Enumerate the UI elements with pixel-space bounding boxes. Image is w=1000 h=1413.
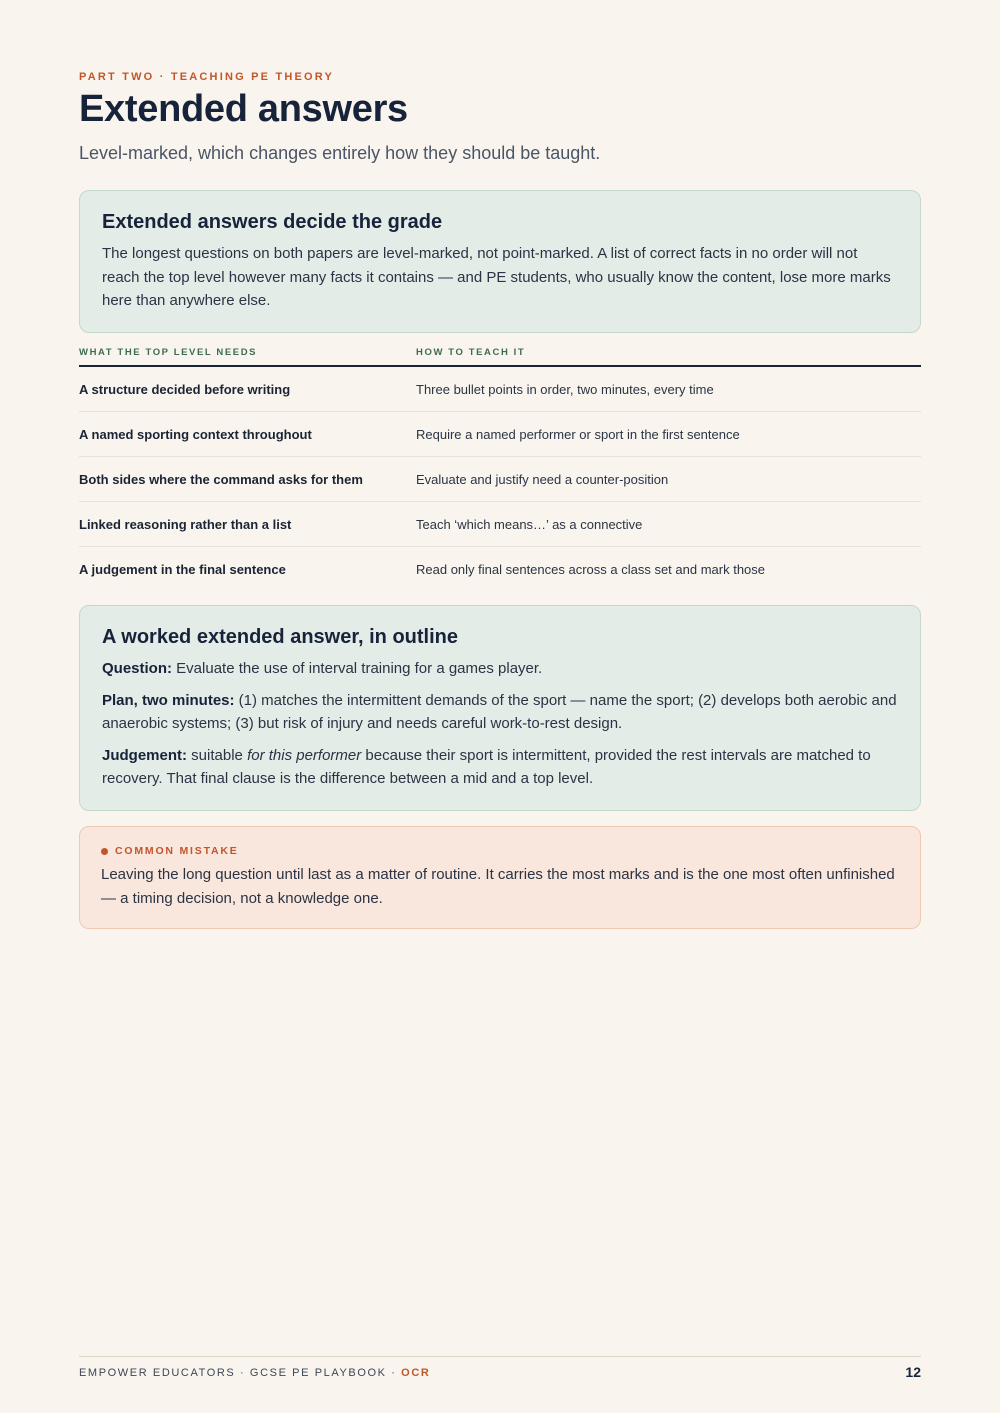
common-mistake-label: COMMON MISTAKE [115, 845, 239, 857]
worked-judgement [102, 744, 898, 791]
row-need: A named sporting context throughout [79, 426, 312, 442]
table-row [79, 412, 921, 457]
row-method: Require a named performer or sport in the first sentence [416, 426, 740, 442]
footer-board: OCR [401, 1367, 431, 1379]
question-label: Question: [102, 660, 172, 677]
footer-divider [79, 1356, 921, 1357]
judgement-label: Judgement: [102, 746, 188, 764]
section-eyebrow: PART TWO · TEACHING PE THEORY [79, 71, 335, 83]
row-need: A structure decided before writing [79, 381, 291, 397]
grade-callout [79, 190, 921, 333]
common-mistake-callout [79, 826, 921, 929]
plan-label: Plan, two minutes: [102, 691, 235, 709]
grade-callout-body: The longest questions on both papers are level-marked, not point-marked. A list of correct facts in no order will not reach the top level however many facts it contains — and PE students, who usually know the content, lose more marks here than anywhere else. [102, 245, 891, 309]
worked-plan [102, 689, 898, 736]
footer-text: EMPOWER EDUCATORS · GCSE PE PLAYBOOK · [79, 1367, 402, 1379]
table-row [79, 502, 921, 547]
plan-text: (1) matches the intermittent demands of the sport — name the sport; (2) develops both aerobic and anaerobic systems; (3) but risk of injury and needs careful work-to-rest design. [102, 691, 897, 732]
row-need: Linked reasoning rather than a list [79, 516, 292, 532]
table-row [79, 457, 921, 502]
judgement-pre: suitable [187, 746, 248, 764]
row-method: Three bullet points in order, two minutes, every time [416, 381, 714, 397]
page [79, 0, 921, 1413]
worked-question [102, 657, 898, 681]
question-text: Evaluate the use of interval training for a games player. [172, 660, 543, 677]
row-need: A judgement in the final sentence [79, 562, 286, 577]
column-header-how: HOW TO TEACH IT [416, 347, 526, 358]
row-method: Read only final sentences across a class set and mark those [416, 562, 766, 577]
table-row [79, 547, 921, 592]
worked-answer-callout [79, 605, 921, 811]
teaching-table [79, 345, 921, 592]
page-title: Extended answers [79, 88, 408, 130]
common-mistake-body: Leaving the long question until last as a matter of routine. It carries the most marks and is the one most often unfinished — a timing decision, not a knowledge one. [101, 866, 895, 907]
judgement-post: because their sport is intermittent, provided the rest intervals are matched to recovery. That final clause is the difference between a mid and a top level. [102, 746, 871, 787]
row-need: Both sides where the command asks for them [79, 471, 363, 487]
bullet-dot-icon [101, 848, 108, 855]
grade-callout-heading: Extended answers decide the grade [102, 211, 443, 233]
footer-title [79, 1367, 430, 1379]
worked-answer-heading: A worked extended answer, in outline [102, 626, 459, 648]
column-header-needs: WHAT THE TOP LEVEL NEEDS [79, 347, 258, 358]
page-number: 12 [905, 1364, 921, 1380]
judgement-emphasis: for this performer [247, 746, 362, 764]
page-subtitle: Level-marked, which changes entirely how they should be taught. [79, 143, 601, 163]
common-mistake-label-row [101, 845, 899, 857]
row-method: Teach ‘which means…’ as a connective [416, 516, 643, 532]
table-row [79, 367, 921, 412]
row-method: Evaluate and justify need a counter-position [416, 471, 669, 487]
table-header [79, 345, 921, 367]
